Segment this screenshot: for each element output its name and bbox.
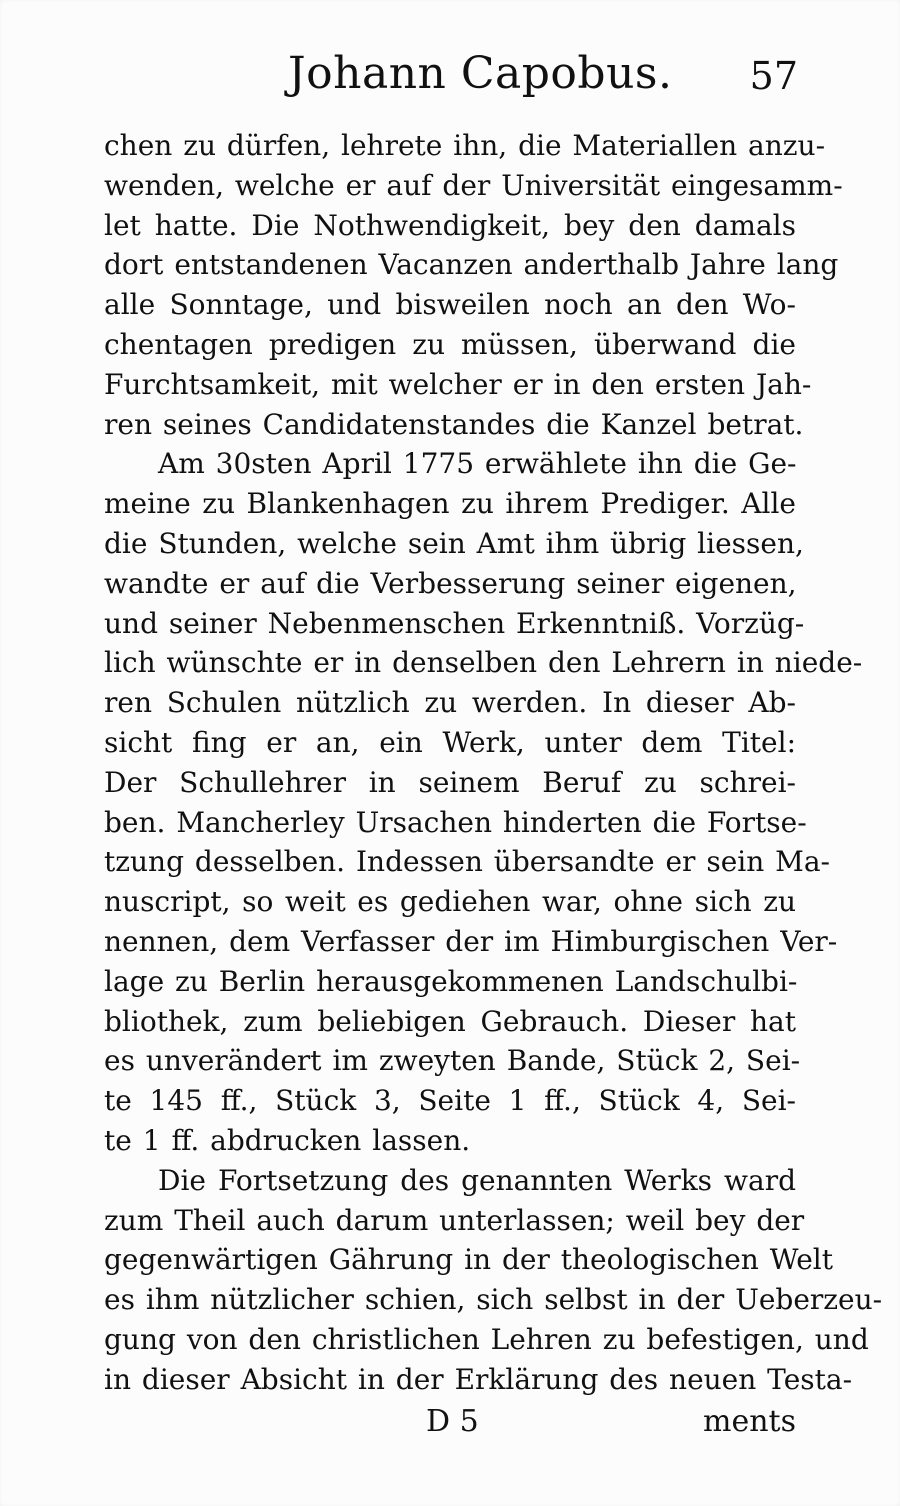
text-line: Furchtsamkeit, mit welcher er in den ersten Jah- xyxy=(104,367,812,401)
text-line: zum Theil auch darum unterlassen; weil bey der xyxy=(104,1203,805,1237)
text-line: ren seines Candidatenstandes die Kanzel betrat. xyxy=(104,407,804,441)
text-line: alle Sonntage, und bisweilen noch an den Wo- xyxy=(104,288,796,322)
text-line: gegenwärtigen Gährung in der theologischen Welt xyxy=(104,1243,834,1277)
text-block xyxy=(104,126,883,1400)
text-line: chen zu dürfen, lehrete ihn, die Materiallen anzu- xyxy=(104,129,826,162)
text-line: und seiner Nebenmenschen Erkenntniß. Vorzüg- xyxy=(104,606,805,640)
text-line: lage zu Berlin herausgekommenen Landschulbi- xyxy=(104,964,798,998)
text-line: te 1 ff. abdrucken lassen. xyxy=(104,1123,471,1157)
catchword: ments xyxy=(703,1404,796,1439)
paragraph-first-line: Am 30sten April 1775 erwählete ihn die Ge- xyxy=(158,447,797,481)
text-line: meine zu Blankenhagen zu ihrem Prediger. Alle xyxy=(104,487,796,521)
text-line: Der Schullehrer in seinem Beruf zu schrei- xyxy=(104,765,796,799)
text-line: nennen, dem Verfasser der im Himburgischen Ver- xyxy=(104,924,838,958)
text-line: gung von den christlichen Lehren zu befestigen, und xyxy=(104,1322,869,1356)
paragraph-first-line: Die Fortsetzung des genannten Werks ward xyxy=(158,1163,796,1197)
text-line: te 145 ff., Stück 3, Seite 1 ff., Stück 4, Sei- xyxy=(104,1084,796,1118)
text-line: wandte er auf die Verbesserung seiner eigenen, xyxy=(104,566,797,600)
page-number: 57 xyxy=(749,54,798,98)
page-header xyxy=(100,48,800,108)
signature-mark: D 5 xyxy=(426,1404,479,1439)
text-line: ren Schulen nützlich zu werden. In dieser Ab- xyxy=(104,686,796,720)
text-line: es unverändert im zweyten Bande, Stück 2, Sei- xyxy=(104,1044,801,1078)
text-line: in dieser Absicht in der Erklärung des neuen Testa- xyxy=(104,1362,853,1396)
text-line: nuscript, so weit es gediehen war, ohne sich zu xyxy=(104,885,796,919)
text-line: dort entstandenen Vacanzen anderthalb Jahre lang xyxy=(104,248,839,282)
text-line: die Stunden, welche sein Amt ihm übrig liessen, xyxy=(104,526,804,560)
text-line: let hatte. Die Nothwendigkeit, bey den damals xyxy=(104,208,796,242)
text-line: es ihm nützlicher schien, sich selbst in der Ueberzeu- xyxy=(104,1283,883,1317)
text-line: bliothek, zum beliebigen Gebrauch. Dieser hat xyxy=(104,1004,796,1038)
text-line: lich wünschte er in denselben den Lehrern in niede- xyxy=(104,646,863,680)
text-line: tzung desselben. Indessen übersandte er sein Ma- xyxy=(104,845,830,879)
text-line: sicht fing er an, ein Werk, unter dem Titel: xyxy=(104,725,796,759)
running-head: Johann Capobus. xyxy=(288,48,673,99)
text-line: wenden, welche er auf der Universität eingesamm- xyxy=(104,168,843,202)
text-line: chentagen predigen zu müssen, überwand die xyxy=(104,327,796,361)
page-footer xyxy=(104,1404,796,1448)
text-line: ben. Mancherley Ursachen hinderten die Fortse- xyxy=(104,805,807,839)
